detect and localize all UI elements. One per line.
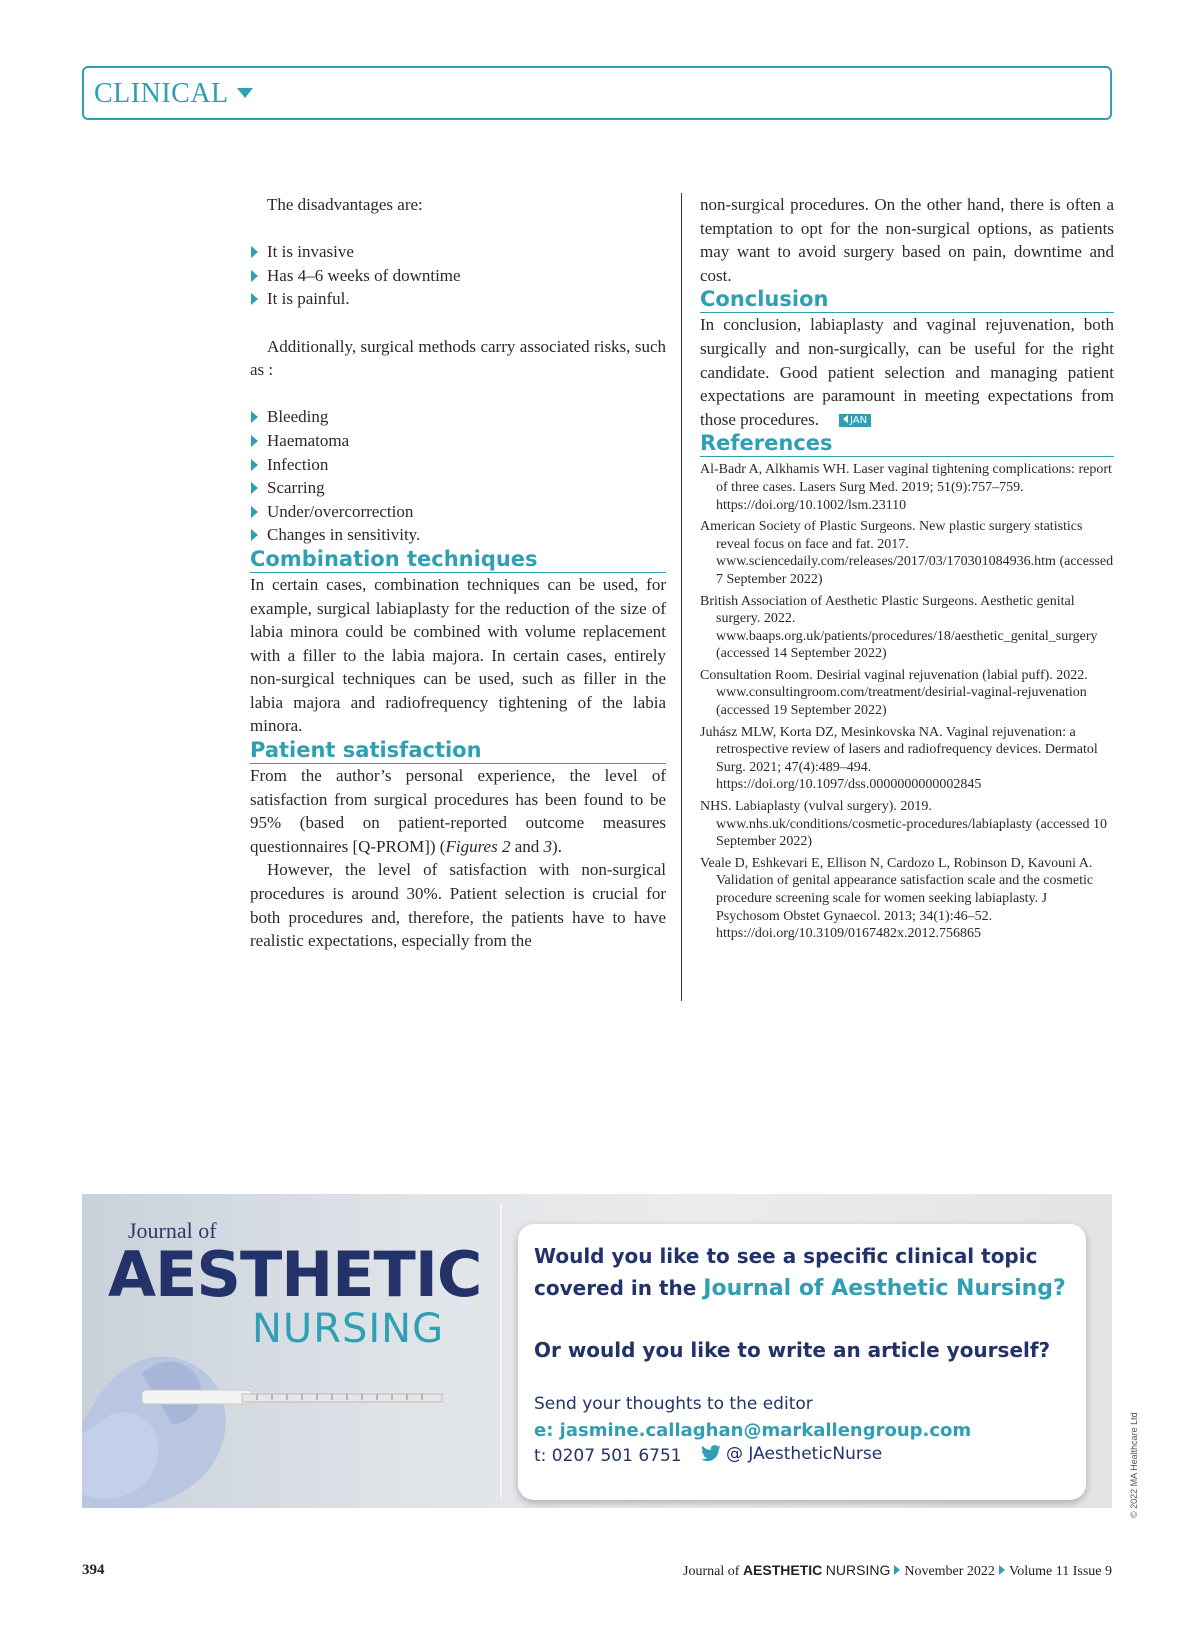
triangle-left-icon bbox=[843, 415, 848, 423]
references-heading: References bbox=[700, 431, 1114, 457]
list-item: Scarring bbox=[267, 476, 666, 500]
right-column bbox=[700, 193, 1114, 947]
bullet-triangle-icon bbox=[251, 270, 258, 282]
bullet-triangle-icon bbox=[251, 246, 258, 258]
satisfaction-heading: Patient satisfaction bbox=[250, 738, 666, 764]
footer-triangle-icon bbox=[894, 1565, 900, 1575]
combination-heading: Combination techniques bbox=[250, 547, 666, 573]
advertisement bbox=[82, 1194, 1112, 1508]
reference-item: Veale D, Eshkevari E, Ellison N, Cardozo L, Robinson D, Kavouni A. Validation of genital appearance satisfaction scale and the cosmetic procedure screening scale for women seeking labiaplasty. J Psychosom Obstet Gynaecol. 2013; 34(1):46–52. https://doi.org/10.3109/0167482x.2012.756865 bbox=[700, 855, 1094, 942]
risks-list bbox=[250, 405, 666, 547]
conclusion-paragraph: In conclusion, labiaplasty and vaginal rejuvenation, both surgically and non-surgically, can be useful for the right candidate. Good patient selection and managing patient expectations are paramount in meeting expectations from those procedures. JAN bbox=[700, 315, 1114, 429]
ad-email[interactable]: e: jasmine.callaghan@markallengroup.com bbox=[534, 1420, 972, 1441]
ad-logo-nursing: NURSING bbox=[252, 1306, 445, 1352]
ad-question-1: Would you like to see a specific clinical topic covered in the Journal of Aesthetic Nursing? bbox=[534, 1244, 1066, 1301]
list-item: Bleeding bbox=[267, 405, 666, 429]
list-item: Infection bbox=[267, 453, 666, 477]
footer-triangle-icon bbox=[999, 1565, 1005, 1575]
risks-intro: Additionally, surgical methods carry associated risks, such as : bbox=[250, 336, 666, 380]
journal-footer: Journal of AESTHETIC NURSING November 2022 Volume 11 Issue 9 bbox=[683, 1562, 1112, 1579]
continuation-paragraph: non-surgical procedures. On the other hand, there is often a temptation to opt for the non-surgical options, as patients may want to avoid surgery based on pain, downtime and cost. bbox=[700, 195, 1114, 285]
ad-send-text: Send your thoughts to the editor bbox=[534, 1394, 813, 1414]
references-list bbox=[700, 461, 1114, 942]
ad-card bbox=[518, 1224, 1086, 1500]
reference-item: Consultation Room. Desirial vaginal rejuvenation (labial puff). 2022. www.consultingroom.com/treatment/desirial-vaginal-rejuvenation (accessed 19 September 2022) bbox=[700, 667, 1088, 719]
ad-question-2: Or would you like to write an article yourself? bbox=[534, 1338, 1051, 1362]
satisfaction-paragraph-1: From the author’s personal experience, the level of satisfaction from surgical procedures has been found to be 95% (based on patient-reported outcome measures questionnaires [Q-PROM]) (Figures 2 and 3). bbox=[250, 766, 666, 856]
ad-logo-aesthetic: AESTHETIC bbox=[108, 1238, 482, 1311]
bullet-triangle-icon bbox=[251, 506, 258, 518]
reference-item: Juhász MLW, Korta DZ, Mesinkovska NA. Vaginal rejuvenation: a retrospective review of lasers and radiofrequency devices. Dermatol Surg. 2021; 47(4):489–494. https://doi.org/10.1097/dss.0000000000002845 bbox=[700, 724, 1098, 793]
reference-item: NHS. Labiaplasty (vulval surgery). 2019. www.nhs.uk/conditions/cosmetic-procedures/labiaplasty (accessed 10 September 2022) bbox=[700, 799, 1107, 850]
combination-paragraph: In certain cases, combination techniques can be used, for example, surgical labiaplasty for the reduction of the size of labia minora could be combined with volume replacement with a filler to the labia majora. In certain cases, entirely non-surgical techniques can be used, such as filler in the labia majora and radiofrequency tightening of the labia minora. bbox=[250, 574, 666, 736]
reference-item: Al-Badr A, Alkhamis WH. Laser vaginal tightening complications: report of three cases. Lasers Surg Med. 2019; 51(9):757–759. https://doi.org/10.1002/lsm.23110 bbox=[700, 462, 1112, 513]
list-item: Haematoma bbox=[267, 429, 666, 453]
jan-end-mark: JAN bbox=[839, 414, 871, 427]
left-column bbox=[250, 193, 666, 953]
bullet-triangle-icon bbox=[251, 482, 258, 494]
disadvantages-intro: The disadvantages are: bbox=[267, 195, 423, 214]
list-item: Has 4–6 weeks of downtime bbox=[267, 264, 666, 288]
section-label: CLINICAL bbox=[94, 78, 253, 110]
bullet-triangle-icon bbox=[251, 435, 258, 447]
ad-twitter[interactable]: @ JAestheticNurse bbox=[700, 1444, 882, 1464]
bullet-triangle-icon bbox=[251, 293, 258, 305]
list-item: Under/overcorrection bbox=[267, 500, 666, 524]
list-item: It is painful. bbox=[267, 287, 666, 311]
bullet-triangle-icon bbox=[251, 459, 258, 471]
page-number: 394 bbox=[82, 1562, 105, 1578]
disadvantages-list bbox=[250, 240, 666, 311]
reference-item: British Association of Aesthetic Plastic Surgeons. Aesthetic genital surgery. 2022. www.baaps.org.uk/patients/procedures/18/aesthetic_genital_surgery (accessed 14 September 2022) bbox=[700, 593, 1098, 662]
column-divider bbox=[681, 193, 682, 1001]
copyright-notice: © 2022 MA Healthcare Ltd bbox=[1129, 1412, 1139, 1518]
ad-divider bbox=[500, 1204, 502, 1498]
caret-down-icon bbox=[237, 88, 253, 98]
section-header bbox=[82, 66, 1112, 120]
bullet-triangle-icon bbox=[251, 411, 258, 423]
list-item: It is invasive bbox=[267, 240, 666, 264]
ad-phone: t: 0207 501 6751 bbox=[534, 1446, 682, 1466]
reference-item: American Society of Plastic Surgeons. New plastic surgery statistics reveal focus on face and fat. 2017. www.sciencedaily.com/releases/2017/03/170301084936.htm (accessed 7 September 2022) bbox=[700, 519, 1114, 587]
ad-logo-journal-of: Journal of bbox=[128, 1218, 217, 1243]
satisfaction-paragraph-2: However, the level of satisfaction with non-surgical procedures is around 30%. Patient selection is crucial for both procedures and, therefore, the patients have to have realistic expectations, especially from the bbox=[250, 860, 666, 951]
conclusion-heading: Conclusion bbox=[700, 287, 1114, 313]
list-item: Changes in sensitivity. bbox=[267, 523, 666, 547]
twitter-bird-icon bbox=[700, 1445, 722, 1463]
bullet-triangle-icon bbox=[251, 529, 258, 541]
